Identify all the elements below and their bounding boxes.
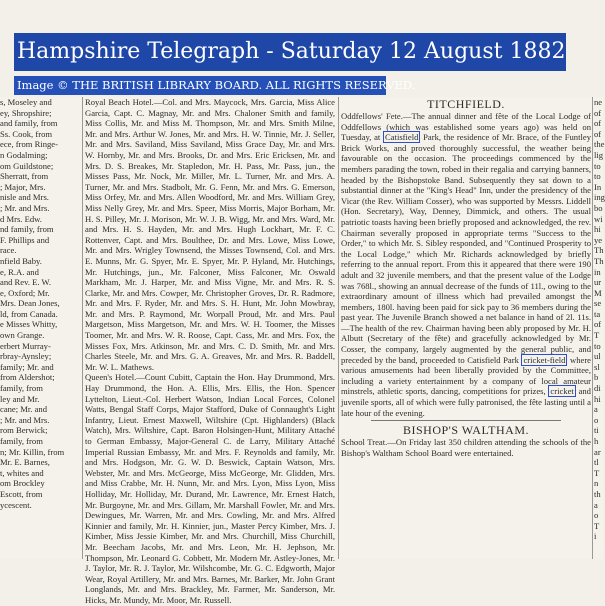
hotel-arrivals-column xyxy=(85,97,335,605)
edge-column-line: b xyxy=(594,372,599,383)
left-column-line: and Rev. E. W. xyxy=(0,277,51,288)
queens-hotel-paragraph: Queen's Hotel.—Count Cubitt, Captain the Hon. Hay Drummond, Mrs. Hay Drummond, the Hon. A. Ellis, Mrs. Ellis, the Hon. Spencer Lyttelton, Lieut.-Col. Herbert Watson, Indian Local Forces, Colonel Watts, Bengal Staff Corps, Major Stafford, Duke of Connaught's Light Infantry, Lieut. Ernest Maxwell, Wiltshire (Cpt. Highlanders) (Black Watch), Mrs. Wiltshire, Capt. Baron Holsingen-Hunt, Military Attaché to German Embassy, Major-General C. de Larry, Military Attaché Imperial Russian Embassy, Mr. and Mrs. F. Reynolds and family, Mr. and Mrs. Hodgson, Mr. G. W. D. Beswick, Captain Watson, Mrs. Webster, Mr. and Mrs. McGeorge, Miss McGeorge, Mr. Glidden, Mrs. and Miss Crabbe, Mr. H. Nunn, Mr. and Mrs. Lyon, Miss Lyon, Miss Holliday, Mr. Holliday, Mr. Durand, Mr. Lawrence, Mr. Ernest Hatch, Mr. Burgoyne, Mr. and Mrs. Gillam, Mr. Marshall Fowler, Mr. and Mrs. Dewingues, Mr. Warren, Mr. and Mrs. Cowling, Mr. and Mrs. Alfred Kinnier and family, Mr. H. Kinnier, jun., Master Percy Kimber, Mrs. J. Kimber, Miss Jessie Kimber, Mr. and Mrs. Churchill, Miss Churchill, Mr. Beecham Jacobs, Mr. and Mrs. Leon, Mr. H. Jephson, Mr. Thompson, Mr. Leonard G. Cobbett, Mr. Modern Mr. Astley-Jones, Mr. J. Taylor, Mr. R. J. Taylor, Mr. Wilshcombe, Mr. G. C. Edgworth, Major Wear, Royal Artillery, Mr. and Mrs. Barnes, Mr. Barker, Mr. John Grant Longlands, Mr. and Mrs. Brackley, Mr. Farmer, Mr. Sanderson, Mr. Hicks, Mr. Mundy, Mr. Moor, Mr. Russell. xyxy=(85,372,335,605)
edge-column-line: tl xyxy=(594,457,599,468)
column-rule xyxy=(592,97,593,559)
left-column-line: n Godalming; xyxy=(0,149,48,160)
edge-column-line: di xyxy=(594,383,601,394)
left-column-line: Escott, from xyxy=(0,488,43,499)
newspaper-scan xyxy=(0,97,605,605)
left-column-line: om Guildstone; xyxy=(0,160,54,171)
left-column-line: e Misses Whitty, xyxy=(0,319,58,330)
left-column-line: family, from xyxy=(0,383,43,394)
left-column-line: cane; Mr. and xyxy=(0,404,48,415)
edge-column-line: lig xyxy=(594,149,604,160)
left-column-line: e, Oxford; Mr. xyxy=(0,287,50,298)
edge-column-line: hi xyxy=(594,393,601,404)
edge-column-line: ye xyxy=(594,234,603,245)
left-column-line: from Aldershot; xyxy=(0,372,55,383)
edge-column-line: ul xyxy=(594,351,601,362)
search-hit-catisfield: Catisfield xyxy=(385,132,419,143)
copyright-notice: Image © THE BRITISH LIBRARY BOARD. ALL RIGHTS RESERVED. xyxy=(17,78,416,92)
edge-column-line: sl xyxy=(594,361,600,372)
titchfield-column xyxy=(341,97,591,559)
edge-column-line: h xyxy=(594,436,599,446)
left-column-line: Sherratt, from xyxy=(0,171,49,182)
left-column-line: Ss. Cook, from xyxy=(0,128,53,139)
edge-column-line: M xyxy=(594,287,602,298)
edge-column-line: of xyxy=(594,319,602,330)
column-rule xyxy=(82,97,83,559)
edge-column-line: ti xyxy=(594,425,599,436)
left-column-line: ey, Shropshire; xyxy=(0,107,52,118)
left-column-line: ld, from Canada. xyxy=(0,308,58,319)
search-hit-cricket: cricket xyxy=(550,386,574,397)
edge-column-line: T xyxy=(594,330,600,341)
edge-column-line: Th xyxy=(594,255,604,266)
edge-column-line: In xyxy=(594,181,602,192)
left-column-line: and family, from xyxy=(0,118,58,129)
titchfield-heading: TITCHFIELD. xyxy=(427,97,505,111)
edge-column-line: th xyxy=(594,488,601,499)
left-column-line: ; Mr. and Mrs. xyxy=(0,202,50,213)
edge-column-line: hi xyxy=(594,224,601,235)
oddfellows-text-4: and juvenile sports, all of which were fully patronised, the fête lasting until a late hour of the evening. xyxy=(341,386,591,418)
left-column-line: rbray-Aynsley; xyxy=(0,351,52,362)
left-column-fragment xyxy=(0,97,80,559)
left-column-line: nfield Baby. xyxy=(0,255,42,266)
bishops-waltham-heading: BISHOP'S WALTHAM. xyxy=(402,423,530,438)
edge-column-line: a xyxy=(594,404,598,415)
left-column-line: ; Mr. and Mrs. xyxy=(0,414,50,425)
edge-column-line: of xyxy=(594,107,602,118)
left-column-line: s, Moseley and xyxy=(0,97,52,107)
left-column-line: race. xyxy=(0,245,17,256)
edge-column-line: wi xyxy=(594,213,603,224)
left-column-line: family; Mr. and xyxy=(0,361,54,372)
oddfellows-text-2: Park, the residence of Mr. Brace, of the Funtley Brick Works, and proved thoroughly successful, the weather being favourable on the occasion. The proceedings commenced by the members parading the town, robed in their regalia and carrying banners, headed by the Bishopstoke Band. Subsequently they sat down to a substantial dinner at the "King's Head" Inn, under the presidency of the Vicar (the Rev. William Cosser), who was supported by Messrs. Liddell (Hon. Secretary), Way, Denney, Dimmick, and others. The usual patriotic toasts having been briefly proposed and acknowledged, the rev. Chairman severally proposed in appropriate terms "Success to the Order," to which Mr. S. Sibley responded, and "Continued Prosperity to the Local Lodge," which Mr. Richards acknowledged by briefly referring to the annual report. From this it appeared that there were 190 adult and 32 juvenile members, and that the present value of the Lodge was 768l., showing an annual decrease of the funds of 11l., owing to the extraordinary amount of illness which had prevailed amongst the members, 180l. having been paid for sick pay to 36 members during the past year. The Juvenile Branch showed a net balance in hand of 2l. 11s.—The health of the rev. Chairman having been ably proposed by Mr. H. Albutt (Secretary of the fête) and gracefully acknowledged by Mr. Cosser, the company, largely augmented by the general public, and preceded by the band, proceeded to Catisfield Park xyxy=(341,132,591,365)
edge-column-line: ne xyxy=(594,97,603,107)
left-column-line: ycescent. xyxy=(0,499,32,510)
school-treat-text: School Treat.—On Friday last 350 children attending the schools of the Bishop's Waltham School Board were entertained. xyxy=(341,437,591,458)
oddfellows-text-1: Oddfellows' Fete.—The annual dinner and fête of the Local Lodge of Oddfellows (which was established some years ago) was held on Tuesday, at xyxy=(341,111,591,143)
page-title: Hampshire Telegraph - Saturday 12 August 1882 xyxy=(17,39,566,64)
search-hit-cricket-field: cricket-field xyxy=(523,354,566,365)
right-edge-column-fragment xyxy=(594,97,603,559)
edge-column-line: the xyxy=(594,139,605,150)
edge-column-line: i xyxy=(594,531,597,542)
left-column-line: n; Mr. Killin, from xyxy=(0,446,65,457)
edge-column-line: to xyxy=(594,340,601,351)
left-column-line: t, whites and xyxy=(0,467,44,478)
edge-column-line: ta xyxy=(594,308,601,319)
section-divider xyxy=(371,420,561,421)
edge-column-line: T xyxy=(594,467,600,478)
edge-column-line: n xyxy=(594,478,599,489)
left-column-line: ece, from Ringe- xyxy=(0,139,58,150)
edge-column-line: of xyxy=(594,118,602,129)
edge-column-line: T xyxy=(594,520,600,531)
edge-column-line: ar xyxy=(594,446,601,457)
left-column-line: om Brockley xyxy=(0,478,45,489)
edge-column-line: bo xyxy=(594,202,603,213)
edge-column-line: of xyxy=(594,128,602,139)
left-column-line: erbert Murray- xyxy=(0,340,51,351)
left-column-line: e, R.A. and xyxy=(0,266,39,277)
oddfellows-text-3: where various amusements had been liberally provided by the Committee, including a variety entertainment by a company of local amateur minstrels, athletic sports, dancing, competitions for prizes, xyxy=(341,354,591,397)
left-column-line: ley and Mr. xyxy=(0,393,40,404)
royal-beach-hotel-paragraph: Royal Beach Hotel.—Col. and Mrs. Maycock, Mrs. Garcia, Miss Alice Garcia, Capt. C. Magnay, Mr. and Mrs. Chaloner Smith and family, Miss Collis, Mr. and Miss M. Thompson, Mr. and Mrs. Smith Milne, Mr. and Mrs. Arthur W. Jones, Mr. and Mrs. H. W. Tinnie, Mr. J. Seller, Mr. and Mrs. Saviland, Miss Saviland, Miss Grace Day, Mr. and Mrs. W. Hornby, Mr. and Mrs. Brooks, Dr. and Mrs. Eric Ericksen, Mr. and Mrs. D. S. Breakes, Mr. Stapledon, Mr. H. Pass, Mr. Pass, jun., the Misses Pass, Mr. Nock, Mr. Miller, Mr. L. Turner, Mr. and Mrs. A. Turner, Mr. and Mrs. Stadbolt, Mr. G. Fenn, Mr. and Mrs. G. Emerson, Miss Orfey, Mr. and Mrs. Allen Woodford, Mr. and Mrs. William Grey, Miss Nelly Grey, Mr. and Mrs. Speer, Miss Morris, Major Borham, Mr. H. S. Pilley, Mr. J. Morison, Mr. W. J. B. Wigg, Mr. and Mrs. Ward, Mr. and Mrs. H. S. Hayden, Mr. and Mrs. Hugh Lockhart, Mr. F. C. Rottenver, Capt. and Mrs. Boulthee, Dr. and Mrs. Lowe, Miss Lowe, Mr. and Mrs. Wrigley Townsend, the Misses Townsend, Col. and Mrs. E. Munns, Mr. G. Spyer, Mr. E. Spyer, Mr. P. Hyland, Mr. Hutchings, Mr. Hutchings, jun., Mr. Falconer, Miss Falconer, Mr. Oswald Markham, Mr. J. Harper, Mr. and Miss Vigne, Mr. and Mrs. R. S. Clarke, Mr. and Mrs. Cowper, Mr. Christopher Groves, Dr. R. Radmore, Mr. and Mrs. F. Ryder, Mr. and Mrs. S. H. Hunt, Mr. John Mowbray, Mr. and Mrs. P. Raymond, Mr. Worpall Proud, Mr. and Mrs. Paul Margetson, Miss Margetson, Mr. and Mrs. W. H. Toomer, the Misses Toomer, Mr. and Mrs. W. R. Roose, Capt. Cass, Mr. and Mrs. Fox, the Misses Fox, Mrs. Atkinson, Mr. and Mrs. C. D. Smith, Mr. and Mrs. Charles Steele, Mr. and Mrs. G. A. Greaves, Mr. and Mrs. R. Baddell, Mr. W. L. Mathews. xyxy=(85,97,335,372)
left-column-line: Mrs. Dean Jones, xyxy=(0,298,60,309)
left-column-line: own Grange. xyxy=(0,330,45,341)
edge-column-line: in xyxy=(594,266,601,277)
left-column-line: Mr. E. Barnes, xyxy=(0,457,50,468)
left-column-line: nisle and Mrs. xyxy=(0,192,49,203)
edge-column-line: o xyxy=(594,414,599,425)
left-column-line: rom Berwick; xyxy=(0,425,48,436)
edge-column-line: se xyxy=(594,298,602,309)
left-column-line: nd family, from xyxy=(0,224,54,235)
edge-column-line: ing xyxy=(594,192,605,203)
edge-column-line: ur xyxy=(594,277,602,288)
edge-column-line: a xyxy=(594,499,598,510)
left-column-line: family, from xyxy=(0,436,43,446)
left-column-line: d Mrs. Edw. xyxy=(0,213,42,224)
edge-column-line: Th xyxy=(594,245,604,256)
edge-column-line: to xyxy=(594,160,601,171)
edge-column-line: to xyxy=(594,171,601,182)
edge-column-line: o xyxy=(594,510,599,521)
left-column-line: F. Phillips and xyxy=(0,234,50,245)
column-rule xyxy=(338,97,339,559)
left-column-line: ; Major, Mrs. xyxy=(0,181,46,192)
